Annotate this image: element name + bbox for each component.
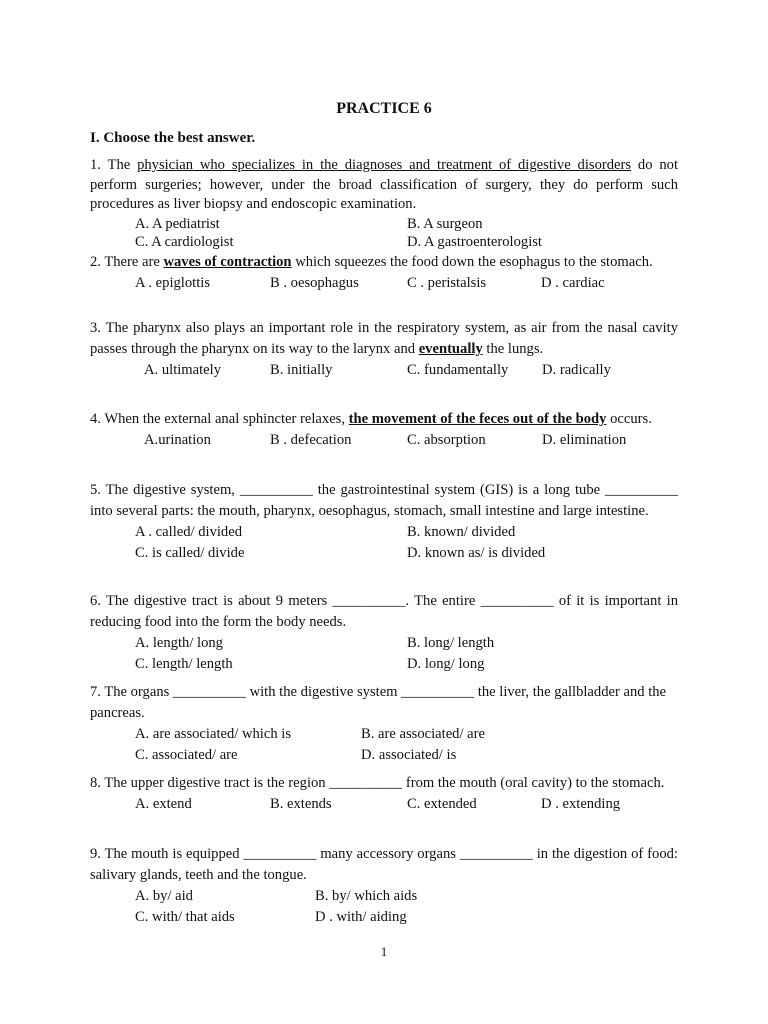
option-c[interactable]: C. fundamentally: [407, 362, 509, 378]
option-d[interactable]: D. long/ long: [407, 656, 485, 672]
option-c[interactable]: C. is called/ divide: [135, 545, 245, 561]
underlined-phrase: eventually: [418, 341, 483, 357]
page-title: PRACTICE 6: [336, 100, 432, 117]
answer-options: [90, 273, 678, 295]
option-b[interactable]: B. A surgeon: [407, 215, 483, 232]
question-stem: 4. When the external anal sphincter relaxes, the movement of the feces out of the body occurs.: [90, 411, 652, 427]
option-c[interactable]: C . peristalsis: [407, 274, 487, 291]
option-a[interactable]: A . epiglottis: [135, 274, 210, 291]
option-a[interactable]: A. length/ long: [135, 635, 223, 651]
question-1: [90, 156, 678, 253]
question-9: [90, 844, 678, 928]
page-number: 1: [380, 944, 388, 959]
option-c[interactable]: C. associated/ are: [135, 747, 238, 763]
answer-options: [90, 215, 678, 253]
option-c[interactable]: C. with/ that aids: [135, 909, 235, 925]
option-d[interactable]: D. associated/ is: [361, 747, 457, 763]
option-d[interactable]: D . cardiac: [541, 274, 605, 291]
question-3: [90, 318, 678, 382]
answer-options: [90, 430, 678, 452]
option-a[interactable]: A . called/ divided: [135, 524, 242, 540]
option-d[interactable]: D. A gastroenterologist: [407, 233, 542, 250]
option-b[interactable]: B. extends: [270, 796, 332, 812]
question-stem: 1. The physician who specializes in the diagnoses and treatment of digestive disorders do not perform surgeries; however, under the broad classification of surgery, they do perform such procedures as liver biopsy and endoscopic examination.: [90, 157, 678, 212]
question-8: [90, 773, 678, 816]
question-4: [90, 409, 678, 452]
question-5: [90, 480, 678, 564]
question-stem: 6. The digestive tract is about 9 meters __________. The entire __________ of it is important in reducing food into the form the body needs.: [90, 593, 678, 630]
question-2: [90, 253, 678, 295]
option-d[interactable]: D. radically: [542, 362, 611, 378]
option-a[interactable]: A.urination: [144, 432, 211, 448]
option-c[interactable]: C. absorption: [407, 432, 486, 448]
option-d[interactable]: D. elimination: [542, 432, 627, 448]
option-b[interactable]: B. known/ divided: [407, 524, 516, 540]
option-a[interactable]: A. extend: [135, 796, 192, 812]
option-b[interactable]: B. long/ length: [407, 635, 495, 651]
option-b[interactable]: B. by/ which aids: [315, 888, 418, 904]
option-b[interactable]: B . defecation: [270, 432, 352, 448]
underlined-phrase: physician who specializes in the diagnoses and treatment of digestive disorders: [137, 157, 632, 173]
option-b[interactable]: B . oesophagus: [270, 274, 359, 291]
option-d[interactable]: D . extending: [541, 796, 621, 812]
question-stem: 7. The organs __________ with the digestive system __________ the liver, the gallbladder and the pancreas.: [90, 684, 667, 721]
answer-options: [90, 360, 678, 382]
answer-options: [90, 633, 678, 675]
question-stem: 2. There are waves of contraction which squeezes the food down the esophagus to the stomach.: [90, 254, 653, 270]
question-stem: 8. The upper digestive tract is the region __________ from the mouth (oral cavity) to the stomach.: [90, 775, 665, 791]
question-stem: 3. The pharynx also plays an important role in the respiratory system, as air from the nasal cavity passes through the pharynx on its way to the larynx and eventually the lungs.: [90, 320, 678, 357]
option-d[interactable]: D. known as/ is divided: [407, 545, 546, 561]
option-b[interactable]: B. are associated/ are: [361, 726, 485, 742]
question-7: [90, 682, 678, 766]
option-a[interactable]: A. are associated/ which is: [135, 726, 292, 742]
option-a[interactable]: A. by/ aid: [135, 888, 193, 904]
answer-options: [90, 724, 678, 766]
underlined-phrase: the movement of the feces out of the body: [348, 411, 607, 427]
section-heading: I. Choose the best answer.: [90, 130, 256, 146]
option-a[interactable]: A. A pediatrist: [135, 215, 220, 232]
option-c[interactable]: C. length/ length: [135, 656, 233, 672]
underlined-phrase: waves of contraction: [163, 254, 292, 270]
option-c[interactable]: C. extended: [407, 796, 477, 812]
option-d[interactable]: D . with/ aiding: [315, 909, 407, 925]
answer-options: [90, 886, 678, 928]
answer-options: [90, 794, 678, 816]
question-6: [90, 591, 678, 675]
option-c[interactable]: C. A cardiologist: [135, 233, 234, 250]
answer-options: [90, 522, 678, 564]
question-stem: 5. The digestive system, __________ the gastrointestinal system (GIS) is a long tube __________ into several parts: the mouth, pharynx, oesophagus, stomach, small intestine and large intestine.: [90, 482, 678, 519]
option-b[interactable]: B. initially: [270, 362, 333, 378]
question-stem: 9. The mouth is equipped __________ many accessory organs __________ in the digestion of food: salivary glands, teeth and the tongue.: [90, 846, 678, 883]
option-a[interactable]: A. ultimately: [144, 362, 222, 378]
